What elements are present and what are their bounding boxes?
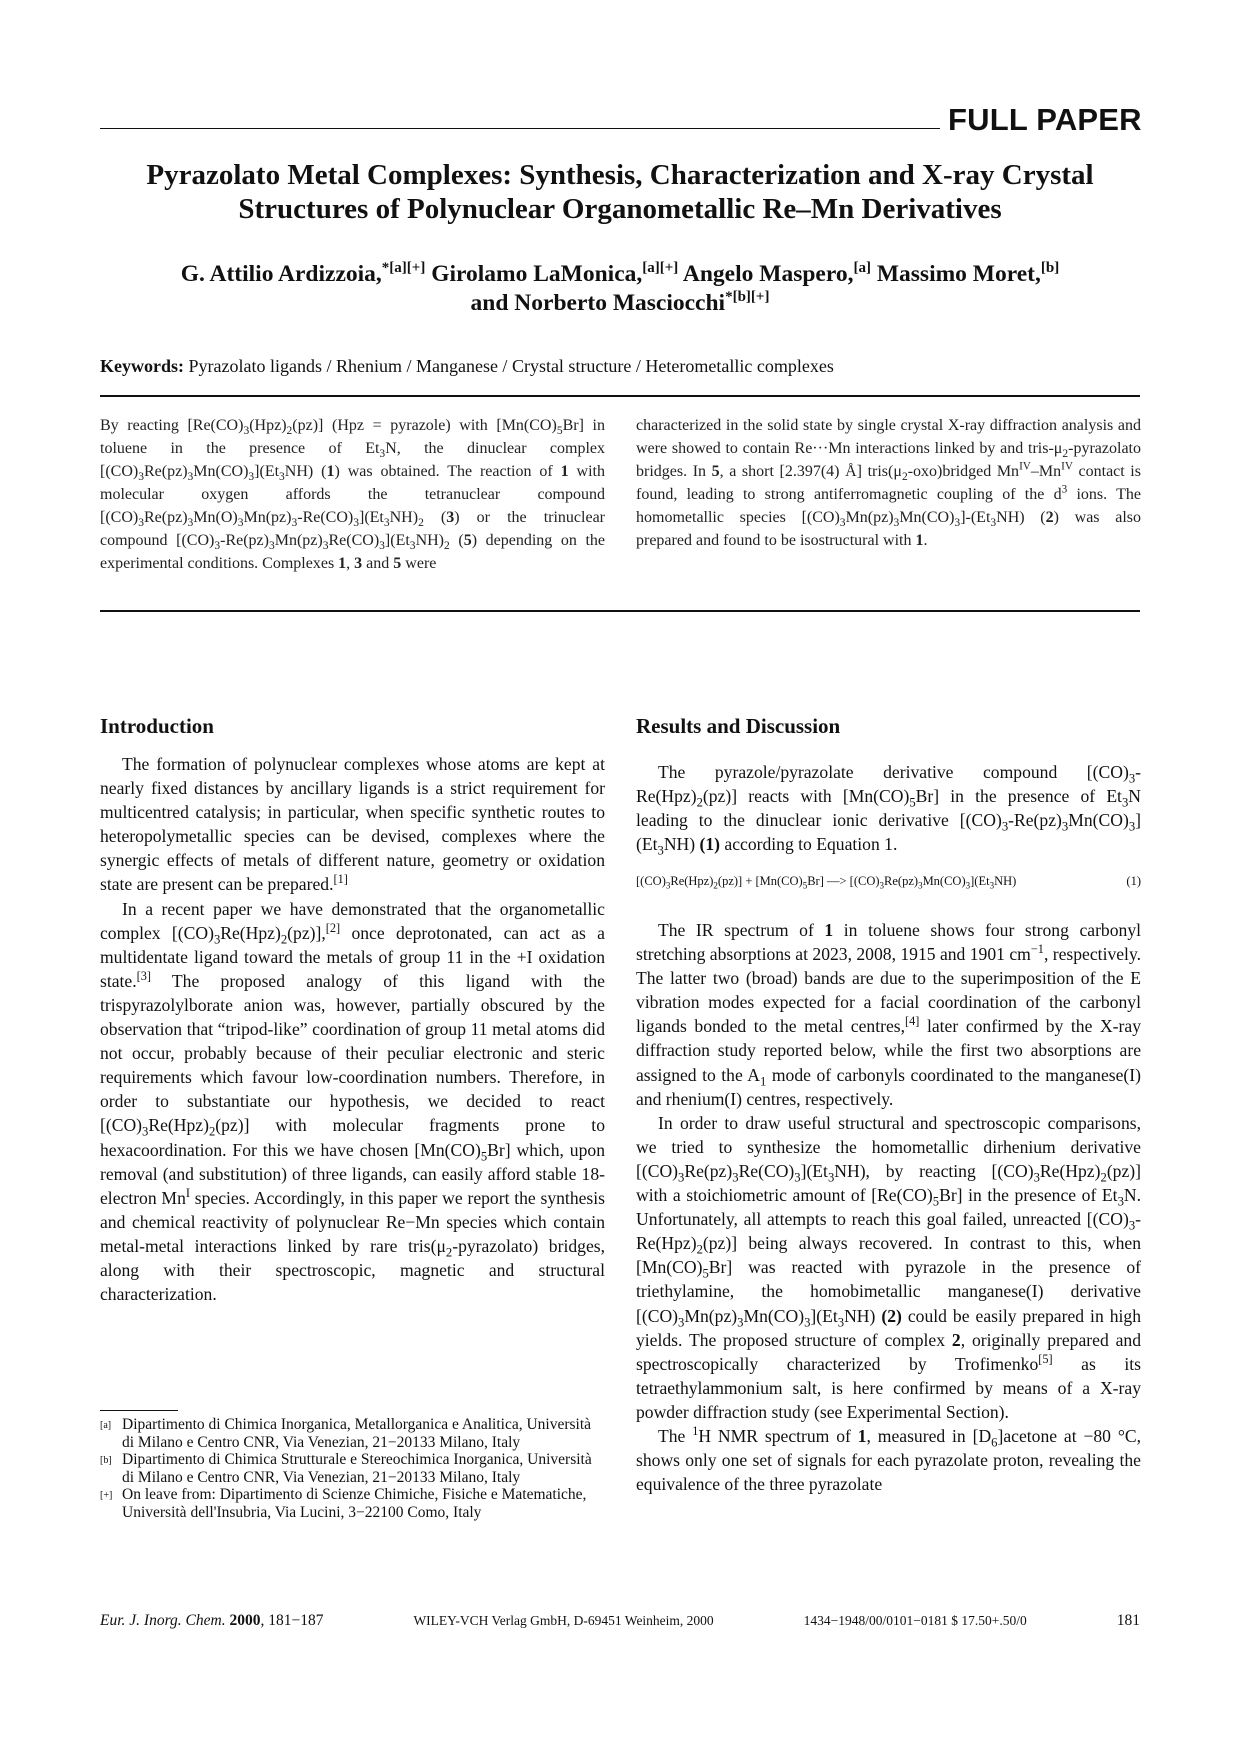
introduction-text: The formation of polynuclear complexes whose atoms are kept at nearly fixed distances by ancillary ligands is a strict requirement for multicentred catalysis; in particular, when specific synthetic routes to heteropolymetallic species can be devised, complexes where the synergic effects of metals of different nature, geometry or oxidation state are present can be prepared.[1] In a recent paper we have demonstrated that the organometallic complex $[(CO)_3Re(Hpz)_2(pz)],[2]$ once deprotonated, can act as a multidentate ligand toward the metals of group 11 in the +I oxidation state.[3] The proposed analogy of this ligand with the trispyrazolylborate anion was, however, partially obscured by the observation that “tripod-like” coordination of group 11 metal atoms did not occur, probably because of their peculiar electronic and steric requirements which favour low-coordination numbers. Therefore, in order to substantiate our hypothesis, we decided to react $[(CO)_3Re(Hpz)_2(pz)]$ with molecular fragments prone to hexacoordination. For this we have chosen $[Mn(CO)_5Br]$ which, upon removal (and substitution) of three ligands, can easily afford stable 18-electron $Mn^I$ species. Accordingly, in this paper we report the synthesis and chemical reactivity of polynuclear Re−Mn species which contain metal-metal interactions linked by rare $tris(\mu_2-pyrazolato)$ bridges, along with their spectroscopic, magnetic and structural characterization. (100, 754, 606, 1305)
footnote-b: [b] Dipartimento di Chimica Strutturale e Stereochimica Inorganica, Università di Milano e Centro CNR, Via Venezian, 21−20133 Milano, Italy (100, 1451, 592, 1486)
equation-number: (1) (1126, 874, 1141, 888)
equation-body: $[(CO)_3Re(Hpz)_2(pz)] + [Mn(CO)_5Br]$ —> $[(CO)_3Re(pz)_3Mn(CO)_3](Et_3NH)$ (636, 874, 1017, 891)
footnote-rule (100, 1410, 178, 1411)
abstract-bottom-rule (100, 610, 1140, 612)
section-heading-results: Results and Discussion (636, 714, 841, 738)
author-list (100, 260, 1140, 318)
keywords (100, 356, 1140, 377)
article-type-label: FULL PAPER (948, 102, 1142, 137)
keywords-label: Keywords: (100, 356, 184, 376)
equation-1 (636, 874, 1141, 889)
author-2-affil: [a][+] (642, 260, 679, 277)
section-heading-introduction: Introduction (100, 714, 214, 738)
author-conjunction: and (470, 290, 509, 316)
page-number: 181 (1116, 1612, 1140, 1629)
header-rule (100, 128, 940, 129)
footer-publisher: WILEY-VCH Verlag GmbH, D-69451 Weinheim, 2000 (413, 1613, 714, 1628)
abstract-column-right: characterized in the solid state by single crystal X-ray diffraction analysis and were showed to contain Re···Mn interactions linked by and tris-$\mu_2$-pyrazolato bridges. In 5, a short [2.397(4) Å] $tris(\mu_2-oxo)bridged$ $Mn^{IV}-Mn^{IV}$ contact is found, leading to strong antiferromagnetic coupling of the $d^3$ ions. The homometallic species $[(CO)_3Mn(pz)_3Mn(CO)_3]-(Et_3NH)$ (2) was also prepared and found to be isostructural with 1. (636, 417, 1142, 549)
author-3: Angelo Maspero, (682, 261, 854, 287)
author-5-affil: *[b][+] (725, 289, 770, 306)
results-text-part-1: The pyrazole/pyrazolate derivative compound $[(CO)_3-Re(Hpz)_2(pz)]$ reacts with $[Mn(CO)_5Br]$ in the presence of $Et_3N$ leading to the dinuclear ionic derivative $[(CO)_3-Re(pz)_3Mn(CO)_3](Et_3NH)$ (1) according to Equation 1. (636, 762, 1141, 858)
footnote-a: [a] Dipartimento di Chimica Inorganica, Metallorganica e Analitica, Università di Milano e Centro CNR, Via Venezian, 21−20133 Milano, Italy (100, 1416, 592, 1451)
footer-citation: Eur. J. Inorg. Chem. 2000, 181−187 (100, 1612, 324, 1629)
page-footer (100, 1612, 1140, 1630)
keywords-text: Pyrazolato ligands / Rhenium / Manganese / Crystal structure / Heterometallic complexes (188, 356, 834, 376)
author-4-affil: [b] (1040, 260, 1060, 277)
author-2: Girolamo LaMonica, (431, 261, 643, 287)
footer-issn: 1434−1948/00/0101−0181 $ 17.50+.50/0 (803, 1613, 1027, 1628)
author-1: G. Attilio Ardizzoia, (180, 261, 382, 287)
title-line-1: Pyrazolato Metal Complexes: Synthesis, Characterization and X-ray Crystal (146, 159, 1094, 191)
paper-title (100, 158, 1140, 226)
footnote-plus: [+] On leave from: Dipartimento di Scienze Chimiche, Fisiche e Matematiche, Università dell'Insubria, Via Lucini, 3−22100 Como, Italy (100, 1486, 587, 1521)
author-1-affil: *[a][+] (381, 260, 426, 277)
abstract-top-rule (100, 395, 1140, 397)
author-4: Massimo Moret, (876, 261, 1041, 287)
author-3-affil: [a] (853, 260, 871, 277)
results-text-part-2: The IR spectrum of 1 in toluene shows four strong carbonyl stretching absorptions at 2023, 2008, 1915 and 1901 $cm^{-1}$, respectively. The latter two (broad) bands are due to the superimposition of the E vibration modes expected for a facial coordination of the carbonyl ligands bonded to the metal centres,[4] later confirmed by the X-ray diffraction study reported below, while the first two absorptions are assigned to the $A_1$ mode of carbonyls coordinated to the manganese(I) and rhenium(I) centres, respectively. In order to draw useful structural and spectroscopic comparisons, we tried to synthesize the homometallic dirhenium derivative $[(CO)_3Re(pz)_3Re(CO)_3](Et_3NH)$, by reacting $[(CO)_3Re(Hpz)_2(pz)]$ with a stoichiometric amount of $[Re(CO)_5Br]$ in the presence of $Et_3N$. Unfortunately, all attempts to reach this goal failed, unreacted $[(CO)_3-Re(Hpz)_2(pz)]$ being always recovered. In contrast to this, when $[Mn(CO)_5Br]$ was reacted with pyrazole in the presence of triethylamine, the homobimetallic manganese(I) derivative $[(CO)_3Mn(pz)_3Mn(CO)_3](Et_3NH)$ (2) could be easily prepared in high yields. The proposed structure of complex 2, originally prepared and spectroscopically characterized by Trofimenko[5] as its tetraethylammonium salt, is here confirmed by means of a X-ray powder diffraction study (see Experimental Section). The $^1$H NMR spectrum of 1, measured in $[D_6]acetone$ at −80 °C, shows only one set of signals for each pyrazolate proton, revealing the equivalence of the three pyrazolate (636, 920, 1142, 1495)
abstract-column-left: By reacting $[Re(CO)_3(Hpz)_2(pz)] (Hpz$ = pyrazole) with $[Mn(CO)_5Br]$ in toluene in the presence of $Et_3N$, the dinuclear complex $[(CO)_3Re(pz)_3Mn(CO)_3](Et_3NH)$ (1) was obtained. The reaction of 1 with molecular oxygen affords the tetranuclear compound $[(CO)_3Re(pz)_3Mn(O)_3Mn(pz)_3-Re(CO)_3](Et_3NH)_2$ (3) or the trinuclear compound $[(CO)_3-Re(pz)_3Mn(pz)_3Re(CO)_3](Et_3NH)_2$ (5) depending on the experimental conditions. Complexes 1, 3 and 5 were (100, 417, 606, 572)
affiliation-footnotes (100, 1416, 605, 1521)
author-5: Norberto Masciocchi (514, 290, 726, 316)
title-line-2: Structures of Polynuclear Organometallic Re–Mn Derivatives (238, 193, 1002, 225)
